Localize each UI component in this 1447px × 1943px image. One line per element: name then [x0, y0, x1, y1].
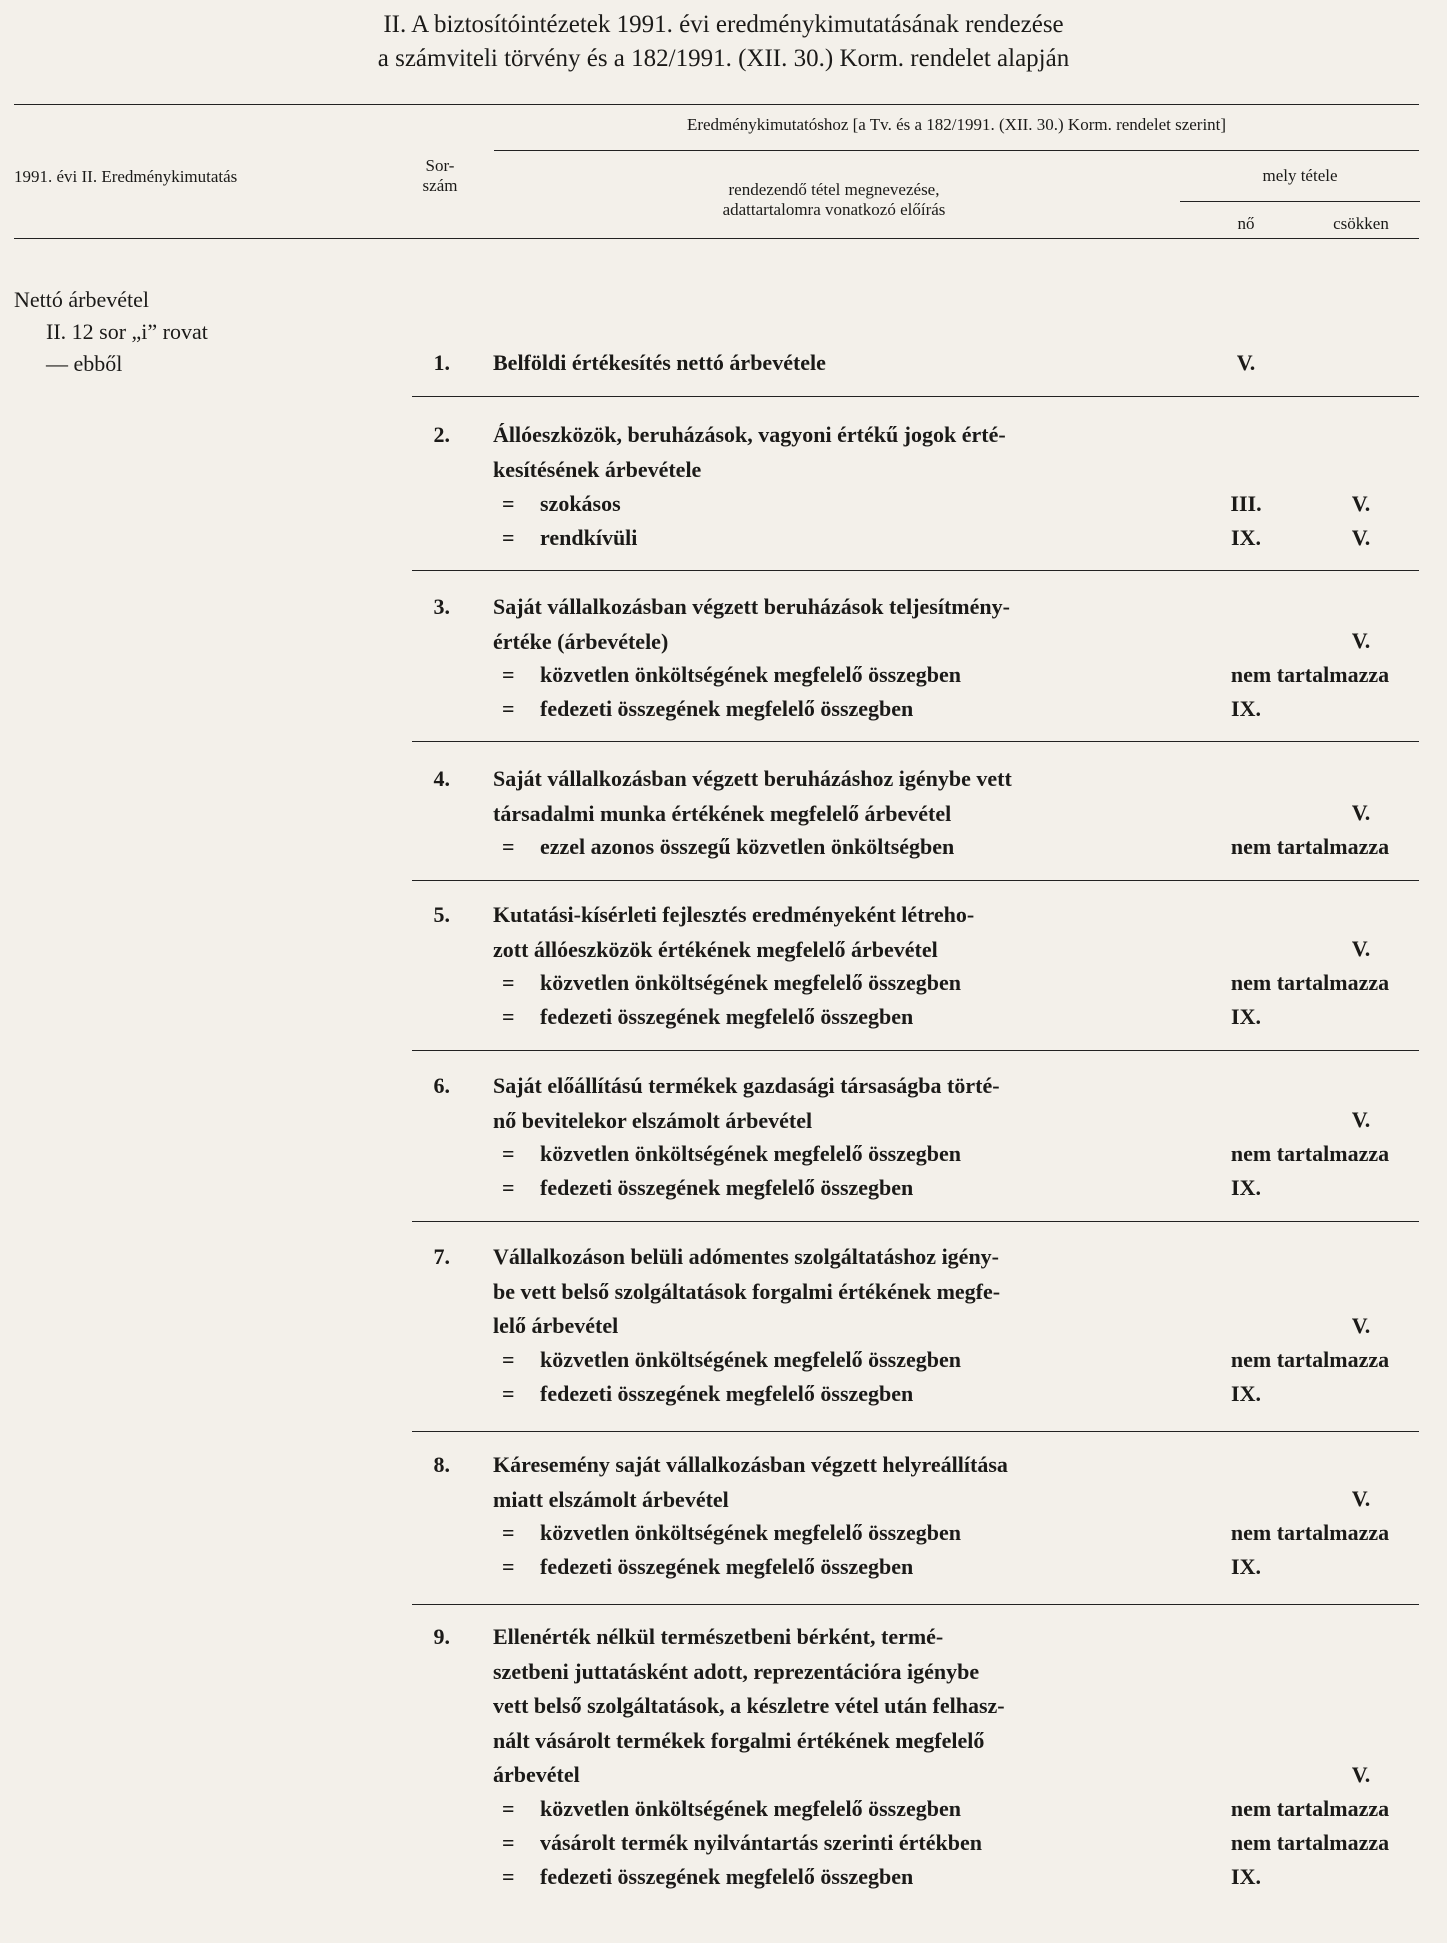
- sub-label: közvetlen önköltségének megfelelő összegben: [540, 1796, 961, 1821]
- row-8-sub-2-no: IX.: [1231, 1554, 1261, 1579]
- row-6-number: 6.: [433, 1073, 450, 1098]
- sub-label: ezzel azonos összegű közvetlen önköltségben: [540, 834, 955, 859]
- equals-sign: =: [502, 1554, 515, 1579]
- equals-sign: =: [502, 662, 515, 687]
- row-9-sub-3-no: IX.: [1231, 1864, 1261, 1889]
- row-9-line-5: árbevétel: [493, 1762, 580, 1787]
- equals-sign: =: [502, 834, 515, 859]
- row-6-sub-1: [502, 1137, 961, 1172]
- header-no: nő: [1237, 214, 1255, 233]
- row-2-sub-1-no: III.: [1230, 491, 1262, 516]
- header-tetel-megnevezese: [494, 180, 1174, 220]
- equals-sign: =: [502, 1004, 515, 1029]
- row-4-sub-1-note: nem tartalmazza: [1230, 834, 1390, 859]
- row-9-line-1: Ellenérték nélkül természetbeni bérként, termé-: [493, 1624, 944, 1649]
- sub-label: közvetlen önköltségének megfelelő összegben: [540, 1520, 961, 1545]
- row-2-line-2: kesítésének árbevétele: [493, 456, 702, 482]
- row-9-line-4: nált vásárolt termékek forgalmi értékének megfelelő: [493, 1727, 985, 1753]
- row-3-sub-2-no: IX.: [1231, 696, 1261, 721]
- row-3-sub-1: [502, 658, 961, 693]
- row-6-sub-2-no: IX.: [1231, 1175, 1261, 1200]
- equals-sign: =: [502, 1864, 515, 1889]
- row-2-text: [493, 418, 1143, 487]
- row-4-sub-1: [502, 830, 954, 865]
- row-6-sub-2: [502, 1171, 913, 1206]
- sub-label: közvetlen önköltségének megfelelő összegben: [540, 1347, 961, 1372]
- row-divider: [412, 1604, 1419, 1605]
- header-eredmenykimutatas: 1991. évi II. Eredménykimutatás: [14, 167, 238, 186]
- page-title-line-1: II. A biztosítóintézetek 1991. évi eredménykimutatásának rendezése: [383, 11, 1064, 38]
- row-divider: [412, 396, 1419, 397]
- row-6-line-1: Saját előállítású termékek gazdasági társaságba törté-: [493, 1073, 1000, 1098]
- row-3-sub-2: [502, 692, 913, 727]
- header-csokken: csökken: [1333, 214, 1389, 233]
- header-sorszam-line-2: szám: [422, 176, 458, 195]
- row-5-line-1: Kutatási-kísérleti fejlesztés eredményeként létreho-: [493, 902, 975, 927]
- row-4-number: 4.: [433, 766, 450, 791]
- sub-label: fedezeti összegének megfelelő összegben: [540, 1004, 914, 1029]
- equals-sign: =: [502, 1175, 515, 1200]
- sub-label: közvetlen önköltségének megfelelő összegben: [540, 662, 961, 687]
- row-4-cs: V.: [1351, 800, 1371, 825]
- equals-sign: =: [502, 1381, 515, 1406]
- equals-sign: =: [502, 1520, 515, 1545]
- header-sorszam-line-1: Sor-: [425, 156, 455, 175]
- row-5-line-2: zott állóeszközök értékének megfelelő árbevétel: [493, 936, 938, 962]
- row-8-sub-1-note: nem tartalmazza: [1230, 1520, 1390, 1545]
- equals-sign: =: [502, 970, 515, 995]
- row-8-line-2: miatt elszámolt árbevétel: [493, 1486, 729, 1512]
- row-8-line-1: Káresemény saját vállalkozásban végzett helyreállítása: [493, 1452, 1008, 1477]
- sub-label: fedezeti összegének megfelelő összegben: [540, 1381, 914, 1406]
- equals-sign: =: [502, 491, 515, 516]
- sub-label: fedezeti összegének megfelelő összegben: [540, 1864, 914, 1889]
- equals-sign: =: [502, 1141, 515, 1166]
- row-divider: [412, 1431, 1419, 1432]
- row-9-number: 9.: [433, 1624, 450, 1649]
- row-2-number: 2.: [433, 422, 450, 447]
- row-5-cs: V.: [1351, 936, 1371, 961]
- header-group-title: Eredménykimutatóshoz [a Tv. és a 182/1991. (XII. 30.) Korm. rendelet szerint]: [686, 115, 1227, 134]
- sub-label: közvetlen önköltségének megfelelő összegben: [540, 1141, 961, 1166]
- row-8-number: 8.: [433, 1452, 450, 1477]
- row-divider: [412, 1050, 1419, 1051]
- row-5-sub-2: [502, 1000, 913, 1035]
- sub-label: fedezeti összegének megfelelő összegben: [540, 1554, 914, 1579]
- row-5-number: 5.: [433, 902, 450, 927]
- equals-sign: =: [502, 1830, 515, 1855]
- row-2-sub-2-no: IX.: [1231, 525, 1261, 550]
- row-8-text: [493, 1448, 1143, 1517]
- equals-sign: =: [502, 1347, 515, 1372]
- sub-label: rendkívüli: [540, 525, 638, 550]
- row-2-sub-1: [502, 487, 621, 522]
- row-8-sub-2: [502, 1550, 913, 1585]
- row-7-cs: V.: [1351, 1313, 1371, 1338]
- row-7-text: [493, 1240, 1143, 1344]
- row-9-line-3: vett belső szolgáltatások, a készletre vétel után felhasz-: [493, 1693, 1005, 1718]
- row-3-sub-1-note: nem tartalmazza: [1230, 662, 1390, 687]
- row-divider: [412, 1221, 1419, 1222]
- row-9-sub-3: [502, 1860, 913, 1895]
- page-title-line-2: a számviteli törvény és a 182/1991. (XII. 30.) Korm. rendelet alapján: [377, 45, 1070, 72]
- row-3-line-1: Saját vállalkozásban végzett beruházások teljesítmény-: [493, 594, 1010, 619]
- sub-label: fedezeti összegének megfelelő összegben: [540, 696, 914, 721]
- left-label-netto-arbevetel: Nettó árbevétel: [14, 287, 149, 312]
- row-3-text: [493, 590, 1143, 659]
- sub-label: vásárolt termék nyilvántartás szerinti értékben: [540, 1830, 982, 1855]
- row-7-line-2: be vett belső szolgáltatások forgalmi értékének megfe-: [493, 1278, 1001, 1304]
- row-9-sub-1-note: nem tartalmazza: [1230, 1796, 1390, 1821]
- row-7-number: 7.: [433, 1244, 450, 1269]
- row-5-sub-1: [502, 966, 961, 1001]
- row-6-cs: V.: [1351, 1107, 1371, 1132]
- row-3-cs: V.: [1351, 628, 1371, 653]
- row-3-number: 3.: [433, 594, 450, 619]
- equals-sign: =: [502, 525, 515, 550]
- row-3-line-2: értéke (árbevétele): [493, 628, 669, 654]
- row-divider: [412, 880, 1419, 881]
- row-4-text: [493, 762, 1143, 831]
- row-9-sub-1: [502, 1792, 961, 1827]
- row-1-no: V.: [1236, 350, 1256, 375]
- equals-sign: =: [502, 696, 515, 721]
- row-8-sub-1: [502, 1516, 961, 1551]
- row-9-line-2: szetbeni juttatásként adott, reprezentációra igénybe: [493, 1658, 980, 1684]
- row-7-sub-1: [502, 1343, 961, 1378]
- header-subgroup-rule: [1180, 201, 1420, 202]
- header-bottom-rule: [14, 238, 1419, 239]
- row-5-sub-2-no: IX.: [1231, 1004, 1261, 1029]
- left-label-ebbol: — ebből: [46, 351, 123, 376]
- row-7-line-1: Vállalkozáson belüli adómentes szolgáltatáshoz igény-: [493, 1244, 1000, 1269]
- row-1-text: [493, 346, 1143, 381]
- row-6-text: [493, 1069, 1143, 1138]
- row-1-line-1: Belföldi értékesítés nettó árbevétele: [493, 350, 826, 375]
- row-5-sub-1-note: nem tartalmazza: [1230, 970, 1390, 995]
- row-9-text: [493, 1620, 1143, 1793]
- left-label-rovat: II. 12 sor „i” rovat: [46, 319, 208, 344]
- header-sorszam: [400, 156, 480, 196]
- row-6-sub-1-note: nem tartalmazza: [1230, 1141, 1390, 1166]
- header-mely-tetele: mely tétele: [1262, 166, 1338, 185]
- row-divider: [412, 570, 1419, 571]
- row-9-sub-2-note: nem tartalmazza: [1230, 1830, 1390, 1855]
- row-4-line-2: társadalmi munka értékének megfelelő árbevétel: [493, 800, 952, 826]
- row-7-line-3: lelő árbevétel: [493, 1313, 619, 1338]
- row-6-line-2: nő bevitelekor elszámolt árbevétel: [493, 1107, 813, 1133]
- row-2-sub-1-cs: V.: [1351, 491, 1371, 516]
- row-5-text: [493, 898, 1143, 967]
- sub-label: fedezeti összegének megfelelő összegben: [540, 1175, 914, 1200]
- row-4-line-1: Saját vállalkozásban végzett beruházáshoz igénybe vett: [493, 766, 1012, 791]
- row-divider: [412, 741, 1419, 742]
- header-group-rule: [494, 150, 1419, 151]
- row-9-sub-2: [502, 1826, 982, 1861]
- row-2-sub-2: [502, 521, 637, 556]
- row-7-sub-1-note: nem tartalmazza: [1230, 1347, 1390, 1372]
- row-9-cs: V.: [1351, 1762, 1371, 1787]
- row-7-sub-2: [502, 1377, 913, 1412]
- header-tetel-line-1: rendezendő tétel megnevezése,: [728, 180, 940, 199]
- row-8-cs: V.: [1351, 1486, 1371, 1511]
- row-7-sub-2-no: IX.: [1231, 1381, 1261, 1406]
- header-tetel-line-2: adattartalomra vonatkozó előírás: [722, 200, 946, 219]
- sub-label: közvetlen önköltségének megfelelő összegben: [540, 970, 961, 995]
- sub-label: szokásos: [540, 491, 621, 516]
- equals-sign: =: [502, 1796, 515, 1821]
- row-1-number: 1.: [433, 350, 450, 375]
- row-2-sub-2-cs: V.: [1351, 525, 1371, 550]
- row-2-line-1: Állóeszközök, beruházások, vagyoni értékű jogok érté-: [493, 422, 1006, 447]
- header-top-rule: [14, 104, 1419, 105]
